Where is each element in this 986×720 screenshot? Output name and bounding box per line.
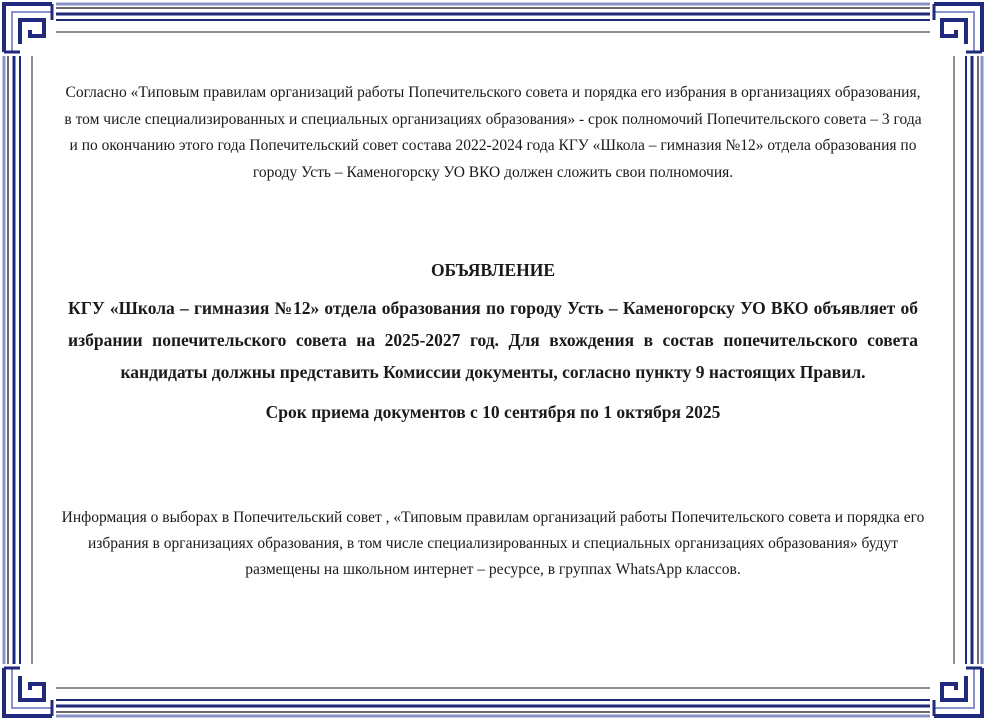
- corner-ornament-bottom-left: [0, 664, 56, 720]
- info-text: Информация о выборах в Попечительский совет , «Типовым правилам организаций работы Попечительского совета и порядка его избрания в организациях образования, в том числе специализированных и специальных организациях образования» будут размещены на школьном интернет – ресурсе, в группах WhatsApp классов.: [61, 509, 925, 578]
- intro-text: Согласно «Типовым правилам организаций работы Попечительского совета и порядка его избрания в организациях образования, в том числе специализированных и специальных организациях образования» - срок полномочий Попечительского совета – 3 года и по окончанию этого года Попечительский совет состава 2022-2024 года КГУ «Школа – гимназия №12» отдела образования по городу Усть – Каменогорску УО ВКО должен сложить свои полномочия.: [64, 84, 922, 181]
- info-paragraph: [60, 505, 926, 583]
- deadline-text: Срок приема документов с 10 сентября по 1 октября 2025: [265, 402, 721, 422]
- corner-ornament-top-left: [0, 0, 56, 56]
- announcement-body: КГУ «Школа – гимназия №12» отдела образования по городу Усть – Каменогорску УО ВКО объявляет об избрании попечительского совета на 2025-2027 год. Для вхождения в состав попечительского совета кандидаты должны представить Комиссии документы, согласно пункту 9 настоящих Правил.: [68, 298, 918, 382]
- corner-ornament-top-right: [930, 0, 986, 56]
- corner-ornament-bottom-right: [930, 664, 986, 720]
- announcement-section: [60, 258, 926, 424]
- announcement-title: ОБЪЯВЛЕНИЕ: [430, 260, 556, 280]
- intro-paragraph: [60, 80, 926, 186]
